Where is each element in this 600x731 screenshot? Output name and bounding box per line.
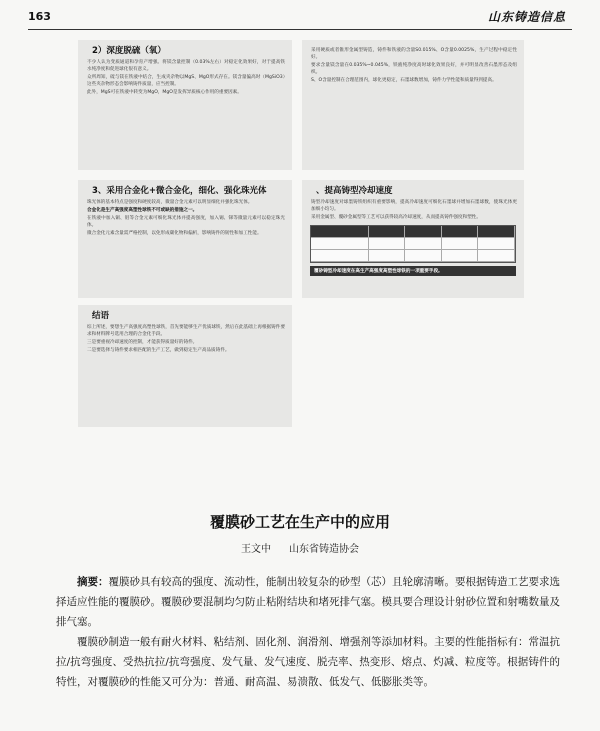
page-number: 163: [28, 10, 51, 23]
paragraph: 不少人认为变质通道和孕育产增强。将镁含量控制（0.03%左右）对稳定化效果好，对于提高铁水纯净度和促进球化很有意义。: [87, 60, 285, 72]
key-statement: 合金化是生产高强度高塑性球铁不可或缺的措施之一。: [87, 208, 198, 213]
section-heading: 3、采用合金化+微合金化，细化、强化珠光体: [92, 186, 267, 196]
article-title: 覆膜砂工艺在生产中的应用: [209, 513, 390, 531]
abstract-label: 摘要：: [77, 576, 109, 588]
section-heading: 2）深度脱硫（氧）: [92, 46, 166, 56]
paragraph: 综上所述，要想生产高强度高塑性球铁，首先要能够生产优质球铁，然后在此基础上再根据铸件要求和材料牌号选用合理的合金化手段。: [87, 325, 285, 337]
paragraph: 珠光体的基本特点是强度和硬度较高，微量合金元素可以明显细化并强化珠光体。: [87, 200, 253, 205]
paragraph: 铸型冷却速度对球墨铸铁组织有重要影响，提高冷却速度可细化石墨球并增加石墨球数，使珠光体更加细小均匀。: [311, 200, 517, 212]
data-table: [310, 225, 516, 263]
paragraph: 在铁液中加入铜、钼等合金元素可细化珠光体并提高强度，加入锡、锑等微量元素可以稳定珠光体。: [87, 216, 285, 228]
author-name: 王文中: [241, 544, 271, 555]
table-row: [311, 238, 515, 250]
paragraph: 采用硬质或者锥形金属型铸造，铸件和铁液的含量S0.015%、O含量0.0025%，生产过程中稳定性好。: [311, 48, 517, 60]
paragraph: S、O含量控制在合理范围内，球化更稳定，石墨球数增加，铸件力学性能和质量得到提高。: [311, 78, 497, 83]
panel-continued-text: [302, 40, 524, 170]
panel-conclusion: [78, 305, 292, 427]
paragraph: 三是要重视冷却速度的控制，才能获得质量好的铸件。: [87, 340, 198, 345]
paragraph: 微合金化元素含量需严格控制，以免形成碳化物和偏析，影响铸件的韧性和加工性能。: [87, 231, 262, 236]
table-header-row: [311, 226, 515, 238]
author-affiliation: 山东省铸造协会: [289, 544, 359, 555]
paragraph: 二是要选择与铸件要求相匹配的生产工艺，做到稳定生产高品质铸件。: [87, 348, 230, 353]
body-paragraph: 覆膜砂制造一般有耐火材料、粘结剂、固化剂、润滑剂、增强剂等添加材料。主要的性能指标有：常温抗拉/抗弯强度、受热抗拉/抗弯强度、发气量、发气速度、脱壳率、热变形、熔点、灼减、粒度等。根据铸件的特性，对覆膜砂的性能又可分为：普通、耐高温、易溃散、低发气、低膨胀类等。: [56, 636, 560, 688]
paragraph: 众所周知，硫与镁在铁液中结合，生成夹杂物以MgS、MgO形式存在。镁含量偏高时（MgSiO3）这些夹杂物形态会影响铸件质量，应当控制。: [87, 75, 285, 87]
paragraph: 采用金属型、覆砂金属型等工艺可以获得较高冷却速度，从而提高铸件强度和塑性。: [311, 215, 481, 220]
journal-name: 山东铸造信息: [487, 10, 566, 24]
byline: [0, 540, 600, 555]
section-heading: 结语: [92, 311, 110, 321]
header-rule: [28, 29, 572, 30]
panel-deep-desulfurization: [78, 40, 292, 170]
abstract: [56, 572, 560, 632]
panel-cooling-rate: [302, 180, 524, 298]
section-heading: 、提高铸型冷却速度: [316, 186, 393, 196]
table-row: [311, 250, 515, 262]
paragraph: 要求含量镁含量在0.035%~0.045%，铁液纯净度高时球化效果良好，并可明显改善石墨形态及组织。: [311, 63, 517, 75]
panel-alloying: [78, 180, 292, 298]
abstract-text: 覆膜砂具有较高的强度、流动性，能制出较复杂的砂型（芯）且轮廓清晰。要根据铸造工艺要求选择适应性能的覆膜砂。覆膜砂要混制均匀防止粘附结块和堵死排气塞。模具要合理设计射砂位置和射嘴数量及排气塞。: [56, 576, 560, 628]
table-caption: 覆砂铸型冷却速度在高生产高强度高塑性球铁的一项重要手段。: [310, 266, 516, 276]
paragraph: 此外，MgS可在铁液中转变为MgO，MgO是发挥异质核心作用的重要因素。: [87, 90, 242, 95]
